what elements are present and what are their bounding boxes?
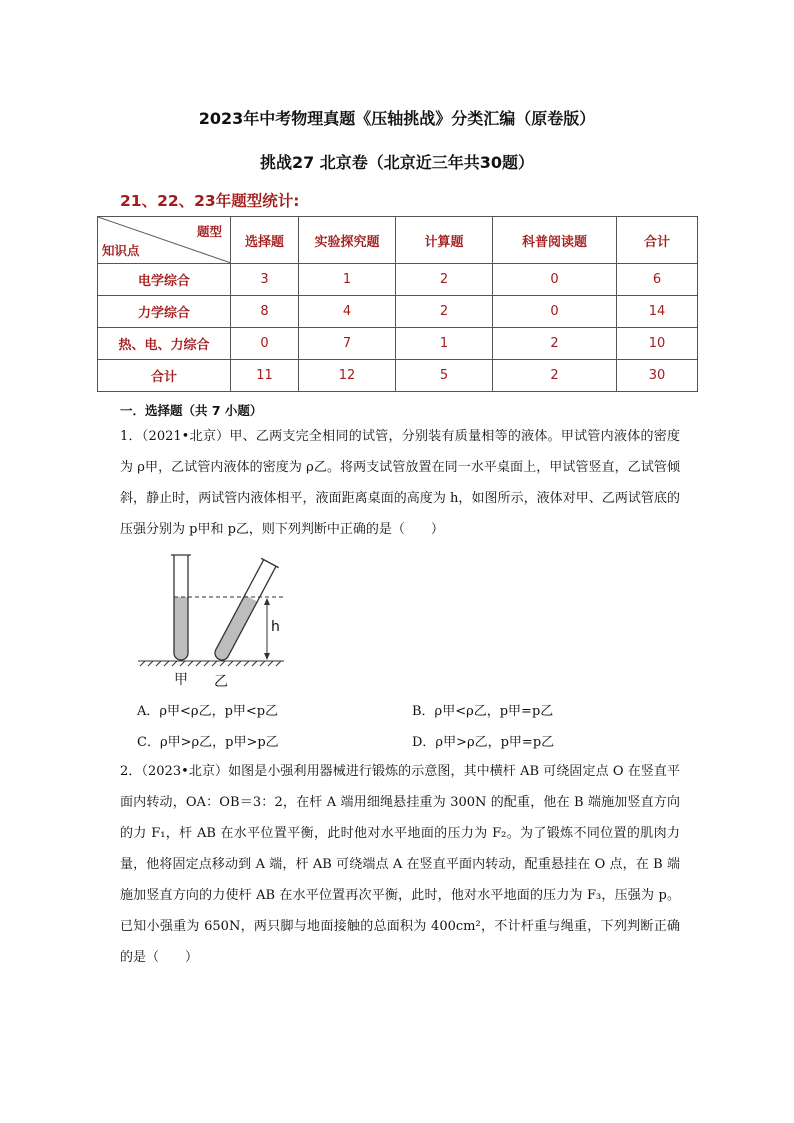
table-row — [98, 264, 698, 296]
table-cell: 8 — [231, 296, 299, 328]
question-2 — [120, 756, 680, 973]
page-title: 2023年中考物理真题《压轴挑战》分类汇编（原卷版） — [198, 109, 596, 128]
table-corner-cell — [98, 217, 231, 264]
label-h: h — [271, 619, 280, 635]
table-cell: 0 — [231, 328, 299, 360]
table-row — [98, 328, 698, 360]
table-cell: 11 — [231, 360, 299, 392]
table-cell: 10 — [617, 328, 698, 360]
test-tube-diagram — [138, 553, 288, 688]
table-row — [98, 360, 698, 392]
table-cell: 1 — [396, 328, 493, 360]
tube-jia — [171, 555, 191, 660]
column-header: 实验探究题 — [299, 217, 396, 264]
table-cell: 3 — [231, 264, 299, 296]
question-2-text: 2．（2023•北京）如图是小强利用器械进行锻炼的示意图，其中横杆 AB 可绕固定点 O 在竖直平面内转动，OA：OB＝3：2，在杆 A 端用细绳悬挂重为 300N 的配重，他在 B 端施加竖直方向的力 F₁，杆 AB 在水平位置平衡，此时他对水平地面的压力为 F₂。为了锻炼不同位置的肌肉力量，他将固定点移动到 A 端，杆 AB 可绕端点 A 在竖直平面内转动，配重悬挂在 O 点，在 B 端施加竖直方向的力使杆 AB 在水平位置再次平衡，此时，他对水平地面的压力为 F₃，压强为 p。已知小强重为 650N，两只脚与地面接触的总面积为 400cm²，不计杆重与绳重，下列判断正确的是（ ） — [120, 764, 680, 965]
question-1-text: 1．（2021•北京）甲、乙两支完全相同的试管，分别装有质量相等的液体。甲试管内液体的密度为 ρ甲，乙试管内液体的密度为 ρ乙。将两支试管放置在同一水平桌面上，甲试管竖直，乙试管倾斜，静止时，两试管内液体相平，液面距离桌面的高度为 h，如图所示，液体对甲、乙两试管底的压强分别为 p甲和 p乙，则下列判断中正确的是（ ） — [120, 429, 680, 537]
stats-table — [97, 216, 698, 392]
table-cell: 2 — [396, 264, 493, 296]
column-header: 合计 — [617, 217, 698, 264]
table-header-row — [98, 217, 698, 264]
row-label: 热、电、力综合 — [98, 328, 231, 360]
table-cell: 5 — [396, 360, 493, 392]
table-cell: 12 — [299, 360, 396, 392]
table-cell: 1 — [299, 264, 396, 296]
page-subtitle: 挑战27 北京卷（北京近三年共30题） — [259, 153, 535, 172]
corner-label-type: 题型 — [196, 224, 222, 239]
test-tube-figure — [138, 553, 288, 692]
table-cell: 14 — [617, 296, 698, 328]
row-label: 电学综合 — [98, 264, 231, 296]
table-cell: 7 — [299, 328, 396, 360]
table-row — [98, 296, 698, 328]
table-cell: 30 — [617, 360, 698, 392]
column-header: 选择题 — [231, 217, 299, 264]
table-cell: 0 — [493, 264, 617, 296]
column-header: 科普阅读题 — [493, 217, 617, 264]
label-yi: 乙 — [214, 674, 228, 690]
stats-heading: 21、22、23年题型统计: — [120, 192, 300, 210]
label-jia: 甲 — [174, 672, 188, 688]
table-cell: 6 — [617, 264, 698, 296]
section-heading: 一．选择题（共 7 小题） — [120, 403, 263, 418]
column-header: 计算题 — [396, 217, 493, 264]
corner-label-topic: 知识点 — [102, 243, 140, 258]
option-b[interactable]: B．ρ甲<ρ乙，p甲=p乙 — [412, 704, 554, 719]
option-a[interactable]: A．ρ甲<ρ乙，p甲<p乙 — [137, 704, 279, 719]
question-1 — [120, 421, 680, 545]
table-cell: 2 — [396, 296, 493, 328]
table-cell: 0 — [493, 296, 617, 328]
row-label: 力学综合 — [98, 296, 231, 328]
row-label: 合计 — [98, 360, 231, 392]
option-d[interactable]: D．ρ甲>ρ乙，p甲=p乙 — [412, 735, 555, 750]
option-c[interactable]: C．ρ甲>ρ乙，p甲>p乙 — [137, 735, 279, 750]
table-cell: 2 — [493, 360, 617, 392]
table-cell: 4 — [299, 296, 396, 328]
tube-yi — [210, 558, 279, 664]
table-cell: 2 — [493, 328, 617, 360]
